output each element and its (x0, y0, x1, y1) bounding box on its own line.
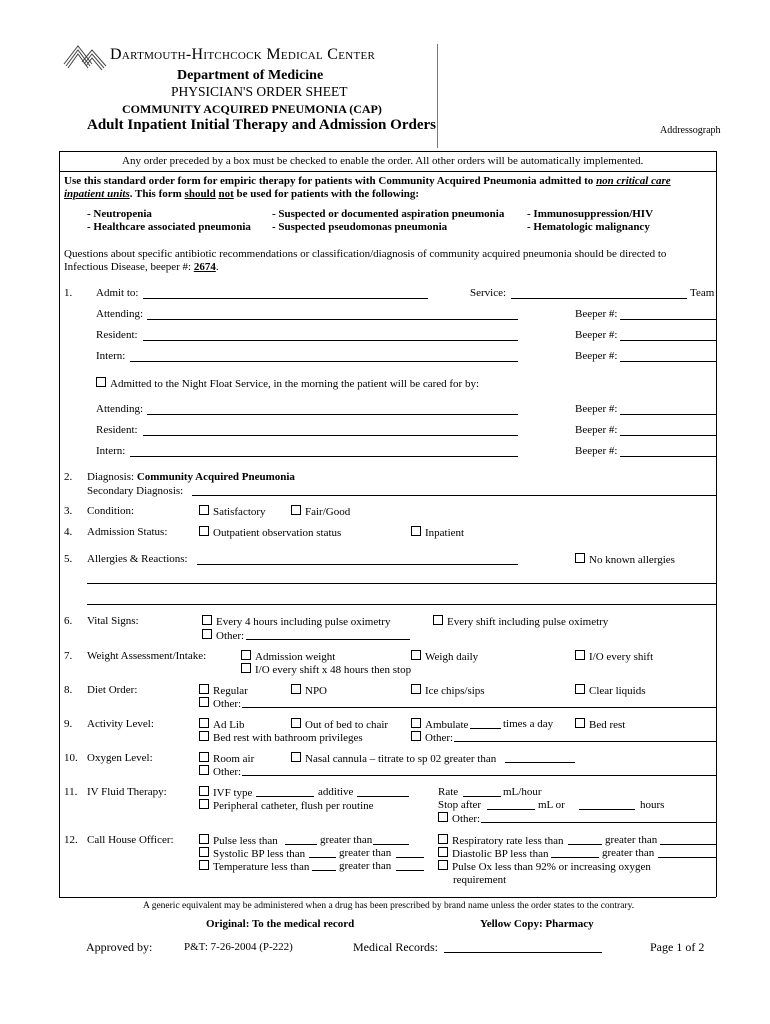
approved-by-label: Approved by: (86, 940, 153, 954)
yellow-copy: Yellow Copy: Pharmacy (480, 918, 594, 930)
dbp-label-b: greater than (602, 847, 655, 859)
team-label: Team (690, 287, 715, 299)
intern-beeper-field[interactable] (620, 361, 716, 362)
vitals-shift-checkbox[interactable] (433, 615, 443, 625)
pulse-label-b: greater than (320, 834, 373, 846)
item-number-3: 3. (64, 505, 73, 517)
pulse-ox-option[interactable] (438, 860, 651, 873)
intro-line2-b: . This form (129, 188, 185, 200)
item-number-8: 8. (64, 684, 73, 696)
temp-checkbox[interactable] (199, 860, 209, 870)
night-float-option[interactable] (96, 377, 479, 390)
peripheral-catheter-label: Peripheral catheter, flush per routine (213, 800, 374, 812)
satisfactory-label: Satisfactory (213, 506, 266, 518)
nf-intern-beeper-label: Beeper #: (575, 445, 618, 457)
diet-regular[interactable] (199, 684, 248, 697)
condition-healthcare: - Healthcare associated pneumonia (87, 221, 251, 233)
regular-label: Regular (213, 685, 248, 697)
dbp-greater-field[interactable] (658, 857, 716, 858)
intro-line1-b: non critical care (596, 175, 671, 187)
allergies-label: Allergies & Reactions: (87, 553, 188, 565)
vitals-shift-label: Every shift including pulse oximetry (447, 616, 609, 628)
ice-chips-label: Ice chips/sips (425, 685, 485, 697)
intern-field[interactable] (130, 361, 518, 362)
iv-other-label: Other: (452, 813, 481, 825)
stop-after-hours-field[interactable] (579, 809, 635, 810)
medical-records-label: Medical Records: (353, 940, 438, 954)
activity-bathroom[interactable] (199, 731, 363, 744)
activity-bed-rest[interactable] (575, 718, 625, 731)
admit-to-label: Admit to: (96, 287, 139, 299)
ad-lib-checkbox[interactable] (199, 718, 209, 728)
sheet-title: PHYSICIAN'S ORDER SHEET (171, 84, 348, 99)
ivf-additive-label: additive (318, 786, 354, 798)
secondary-diagnosis-field[interactable] (192, 495, 716, 496)
resident-label: Resident: (96, 329, 138, 341)
activity-oob-chair[interactable] (291, 718, 388, 731)
oob-chair-label: Out of bed to chair (305, 719, 389, 731)
clear-liquids-label: Clear liquids (589, 685, 646, 697)
medical-records-field[interactable] (444, 952, 602, 953)
intro-line1 (64, 175, 671, 187)
vitals-q4h-checkbox[interactable] (202, 615, 212, 625)
activity-ad-lib[interactable] (199, 718, 244, 731)
page-number: Page 1 of 2 (650, 940, 705, 954)
item-number-6: 6. (64, 615, 73, 627)
pulse-less-field[interactable] (285, 844, 317, 845)
ambulate-label: Ambulate (425, 719, 469, 731)
diet-clear-liquids[interactable] (575, 684, 646, 697)
weigh-daily-label: Weigh daily (425, 651, 479, 663)
room-air-checkbox[interactable] (199, 752, 209, 762)
ambulate-times-label: times a day (503, 718, 554, 730)
ad-lib-label: Ad Lib (213, 719, 245, 731)
nf-intern-field[interactable] (130, 456, 518, 457)
bed-rest-checkbox[interactable] (575, 718, 585, 728)
rr-option[interactable] (438, 834, 564, 847)
weight-admission[interactable] (241, 650, 335, 663)
nf-intern-label: Intern: (96, 445, 126, 457)
condition-neutropenia: - Neutropenia (87, 208, 152, 220)
ivf-additive-field[interactable] (357, 796, 409, 797)
admission-weight-label: Admission weight (255, 651, 336, 663)
pulse-ox-label-2: requirement (453, 874, 507, 886)
io-shift-checkbox[interactable] (575, 650, 585, 660)
oob-chair-checkbox[interactable] (291, 718, 301, 728)
item-number-10: 10. (64, 752, 78, 764)
inpatient-checkbox[interactable] (411, 526, 421, 536)
vitals-other-label: Other: (216, 630, 245, 642)
io-every-shift[interactable] (575, 650, 653, 663)
ivf-type-label: IVF type (213, 787, 253, 799)
oxygen-label: Oxygen Level: (87, 752, 153, 764)
questions-line2 (64, 261, 219, 273)
nf-attending-beeper-label: Beeper #: (575, 403, 618, 415)
resident-beeper-label: Beeper #: (575, 329, 618, 341)
weight-label: Weight Assessment/Intake: (87, 650, 207, 662)
secondary-diagnosis-label: Secondary Diagnosis: (87, 485, 184, 497)
nf-attending-field[interactable] (147, 414, 518, 415)
intro-line1-a: Use this standard order form for empiric therapy for patients with Community Acquired Pneumonia admitted to (64, 175, 597, 187)
nf-resident-beeper-field[interactable] (620, 435, 716, 436)
activity-other-field[interactable] (454, 741, 716, 742)
logo (62, 42, 108, 72)
condition-hematologic: - Hematologic malignancy (527, 221, 650, 233)
attending-label: Attending: (96, 308, 144, 320)
dbp-less-field[interactable] (551, 857, 599, 858)
diet-label: Diet Order: (87, 684, 138, 696)
pulse-greater-field[interactable] (373, 844, 409, 845)
bathroom-checkbox[interactable] (199, 731, 209, 741)
notice-text: Any order preceded by a box must be checked to enable the order. All other orders will be automatically implemented. (122, 155, 644, 167)
allergies-line-2[interactable] (87, 583, 716, 584)
condition-satisfactory[interactable] (199, 505, 266, 518)
ambulate-times-field[interactable] (470, 728, 501, 729)
item-number-9: 9. (64, 718, 73, 730)
nasal-cannula-label: Nasal cannula – titrate to sp 02 greater than (305, 753, 497, 765)
diet-other[interactable] (199, 697, 241, 710)
vitals-q4h-label: Every 4 hours including pulse oximetry (216, 616, 391, 628)
logo-mountain-icon (62, 42, 108, 72)
io-48h-label: I/O every shift x 48 hours then stop (255, 664, 412, 676)
night-float-checkbox[interactable] (96, 377, 106, 387)
oxygen-other-label: Other: (213, 766, 242, 778)
status-outpatient[interactable] (199, 526, 341, 539)
nf-resident-label: Resident: (96, 424, 138, 436)
rr-label-b: greater than (605, 834, 658, 846)
department-title: Department of Medicine (177, 68, 324, 83)
sbp-checkbox[interactable] (199, 847, 209, 857)
pt-approval: P&T: 7-26-2004 (P-222) (184, 941, 293, 953)
oxygen-room-air[interactable] (199, 752, 254, 765)
frame-right (716, 170, 717, 897)
iv-other-checkbox[interactable] (438, 812, 448, 822)
diet-other-checkbox[interactable] (199, 697, 209, 707)
bathroom-label: Bed rest with bathroom privileges (213, 732, 363, 744)
dbp-option[interactable] (438, 847, 548, 860)
form-title: Adult Inpatient Initial Therapy and Admission Orders (87, 117, 436, 133)
form-subtitle: COMMUNITY ACQUIRED PNEUMONIA (CAP) (122, 102, 382, 116)
pulse-ox-checkbox[interactable] (438, 860, 448, 870)
admission-weight-checkbox[interactable] (241, 650, 251, 660)
weigh-daily-checkbox[interactable] (411, 650, 421, 660)
temp-less-field[interactable] (312, 870, 336, 871)
admission-status-label: Admission Status: (87, 526, 168, 538)
admit-to-field[interactable] (143, 298, 428, 299)
condition-fair-good[interactable] (291, 505, 350, 518)
nasal-cannula-field[interactable] (505, 762, 575, 763)
inpatient-label: Inpatient (425, 527, 465, 539)
outpatient-checkbox[interactable] (199, 526, 209, 536)
oxygen-other-checkbox[interactable] (199, 765, 209, 775)
diet-other-field[interactable] (242, 707, 716, 708)
weight-daily[interactable] (411, 650, 478, 663)
rate-unit: mL/hour (503, 786, 542, 798)
stop-hours-label: hours (640, 799, 665, 811)
condition-immunosuppression: - Immunosuppression/HIV (527, 208, 654, 220)
item-number-2: 2. (64, 471, 73, 483)
original-copy: Original: To the medical record (206, 918, 355, 930)
diagnosis-value: Community Acquired Pneumonia (136, 471, 295, 483)
diagnosis-line (87, 471, 295, 483)
attending-beeper-label: Beeper #: (575, 308, 618, 320)
frame-bottom (59, 897, 716, 898)
vitals-other-checkbox[interactable] (202, 629, 212, 639)
ivf-type-field[interactable] (256, 796, 314, 797)
ivf-type-checkbox[interactable] (199, 786, 209, 796)
pulse-checkbox[interactable] (199, 834, 209, 844)
clear-liquids-checkbox[interactable] (575, 684, 585, 694)
diet-ice-chips[interactable] (411, 684, 485, 697)
nf-resident-beeper-label: Beeper #: (575, 424, 618, 436)
temp-label-b: greater than (339, 860, 392, 872)
room-air-label: Room air (213, 753, 255, 765)
temp-greater-field[interactable] (396, 870, 424, 871)
service-label: Service: (470, 287, 507, 299)
pulse-label-a: Pulse less than (213, 835, 278, 847)
resident-field[interactable] (143, 340, 518, 341)
nka-checkbox[interactable] (575, 553, 585, 563)
peripheral-catheter[interactable] (199, 799, 374, 812)
allergies-field[interactable] (197, 564, 518, 565)
io-48-hours[interactable] (241, 663, 411, 676)
oxygen-other[interactable] (199, 765, 241, 778)
nf-attending-beeper-field[interactable] (620, 414, 716, 415)
oxygen-other-field[interactable] (242, 775, 716, 776)
condition-aspiration: - Suspected or documented aspiration pneumonia (272, 208, 505, 220)
oxygen-nasal-cannula[interactable] (291, 752, 496, 765)
questions-line1: Questions about specific antibiotic recommendations or classification/diagnosis of community acquired pneumonia should be directed to (64, 248, 667, 260)
vitals-other[interactable] (202, 629, 244, 642)
fair-good-checkbox[interactable] (291, 505, 301, 515)
dbp-label-a: Diastolic BP less than (452, 848, 549, 860)
vital-signs-label: Vital Signs: (87, 615, 139, 627)
vitals-q4h[interactable] (202, 615, 390, 628)
io-shift-label: I/O every shift (589, 651, 654, 663)
activity-ambulate[interactable] (411, 718, 468, 731)
pulse-option[interactable] (199, 834, 278, 847)
condition-label: Condition: (87, 505, 135, 517)
temp-option[interactable] (199, 860, 309, 873)
attending-field[interactable] (147, 319, 518, 320)
ambulate-checkbox[interactable] (411, 718, 421, 728)
activity-other-checkbox[interactable] (411, 731, 421, 741)
stop-after-ml-field[interactable] (487, 809, 535, 810)
outpatient-label: Outpatient observation status (213, 527, 342, 539)
frame-left (59, 170, 60, 897)
vitals-other-field[interactable] (246, 639, 410, 640)
peripheral-catheter-checkbox[interactable] (199, 799, 209, 809)
iv-other-field[interactable] (481, 822, 716, 823)
nf-resident-field[interactable] (143, 435, 518, 436)
regular-checkbox[interactable] (199, 684, 209, 694)
intro-line2 (64, 188, 419, 200)
sbp-label-a: Systolic BP less than (213, 848, 306, 860)
service-field[interactable] (511, 298, 687, 299)
iv-other[interactable] (438, 812, 480, 825)
org-name: Dartmouth-Hitchcock Medical Center (110, 46, 376, 63)
item-number-5: 5. (64, 553, 73, 565)
addressograph-label: Addressograph (660, 125, 721, 136)
activity-other-label: Other: (425, 732, 454, 744)
rr-label-a: Respiratory rate less than (452, 835, 564, 847)
stop-after-label: Stop after (438, 799, 482, 811)
header-divider (437, 44, 438, 148)
diet-npo[interactable] (291, 684, 327, 697)
attending-beeper-field[interactable] (620, 319, 716, 320)
bed-rest-label: Bed rest (589, 719, 626, 731)
sbp-option[interactable] (199, 847, 305, 860)
diagnosis-label: Diagnosis: (87, 471, 135, 483)
ice-chips-checkbox[interactable] (411, 684, 421, 694)
activity-label: Activity Level: (87, 718, 154, 730)
npo-checkbox[interactable] (291, 684, 301, 694)
generic-notice: A generic equivalent may be administered when a drug has been prescribed by brand name unless the order states to the contrary. (143, 901, 635, 911)
intern-beeper-label: Beeper #: (575, 350, 618, 362)
intern-label: Intern: (96, 350, 126, 362)
night-float-label: Admitted to the Night Float Service, in the morning the patient will be cared for by: (110, 378, 480, 390)
io-48h-checkbox[interactable] (241, 663, 251, 673)
rr-greater-field[interactable] (660, 844, 716, 845)
nasal-cannula-checkbox[interactable] (291, 752, 301, 762)
stop-ml-label: mL or (538, 799, 565, 811)
fair-good-label: Fair/Good (305, 506, 351, 518)
rr-less-field[interactable] (568, 844, 602, 845)
nka-label: No known allergies (589, 554, 675, 566)
intro-line2-c: should (184, 188, 216, 200)
rate-field[interactable] (463, 796, 501, 797)
dbp-checkbox[interactable] (438, 847, 448, 857)
intro-line2-e: not (218, 188, 234, 200)
intro-line2-a: inpatient units (64, 188, 130, 200)
temp-label-a: Temperature less than (213, 861, 310, 873)
vitals-every-shift[interactable] (433, 615, 608, 628)
sbp-less-field[interactable] (309, 857, 336, 858)
diet-other-label: Other: (213, 698, 242, 710)
intro-line2-f: be used for patients with the following: (233, 188, 420, 200)
no-known-allergies[interactable] (575, 553, 675, 566)
questions-line2-end: . (215, 261, 219, 273)
iv-fluid-label: IV Fluid Therapy: (87, 786, 167, 798)
rate-label: Rate (438, 786, 459, 798)
nf-attending-label: Attending: (96, 403, 144, 415)
item-number-12: 12. (64, 834, 78, 846)
npo-label: NPO (305, 685, 328, 697)
questions-line2-text: Infectious Disease, beeper #: (64, 261, 194, 273)
pulse-ox-label: Pulse Ox less than 92% or increasing oxygen (452, 861, 651, 873)
item-number-11: 11. (64, 786, 78, 798)
allergies-line-3[interactable] (87, 604, 716, 605)
activity-other[interactable] (411, 731, 453, 744)
sbp-label-b: greater than (339, 847, 392, 859)
ivf-type-option[interactable] (199, 786, 252, 799)
item-number-4: 4. (64, 526, 73, 538)
condition-pseudomonas: - Suspected pseudomonas pneumonia (272, 221, 448, 233)
item-number-7: 7. (64, 650, 73, 662)
id-beeper-number: 2674 (193, 261, 216, 273)
satisfactory-checkbox[interactable] (199, 505, 209, 515)
nf-intern-beeper-field[interactable] (620, 456, 716, 457)
sbp-greater-field[interactable] (396, 857, 424, 858)
rr-checkbox[interactable] (438, 834, 448, 844)
resident-beeper-field[interactable] (620, 340, 716, 341)
item-number-1: 1. (64, 287, 73, 299)
status-inpatient[interactable] (411, 526, 464, 539)
call-house-officer-label: Call House Officer: (87, 834, 174, 846)
